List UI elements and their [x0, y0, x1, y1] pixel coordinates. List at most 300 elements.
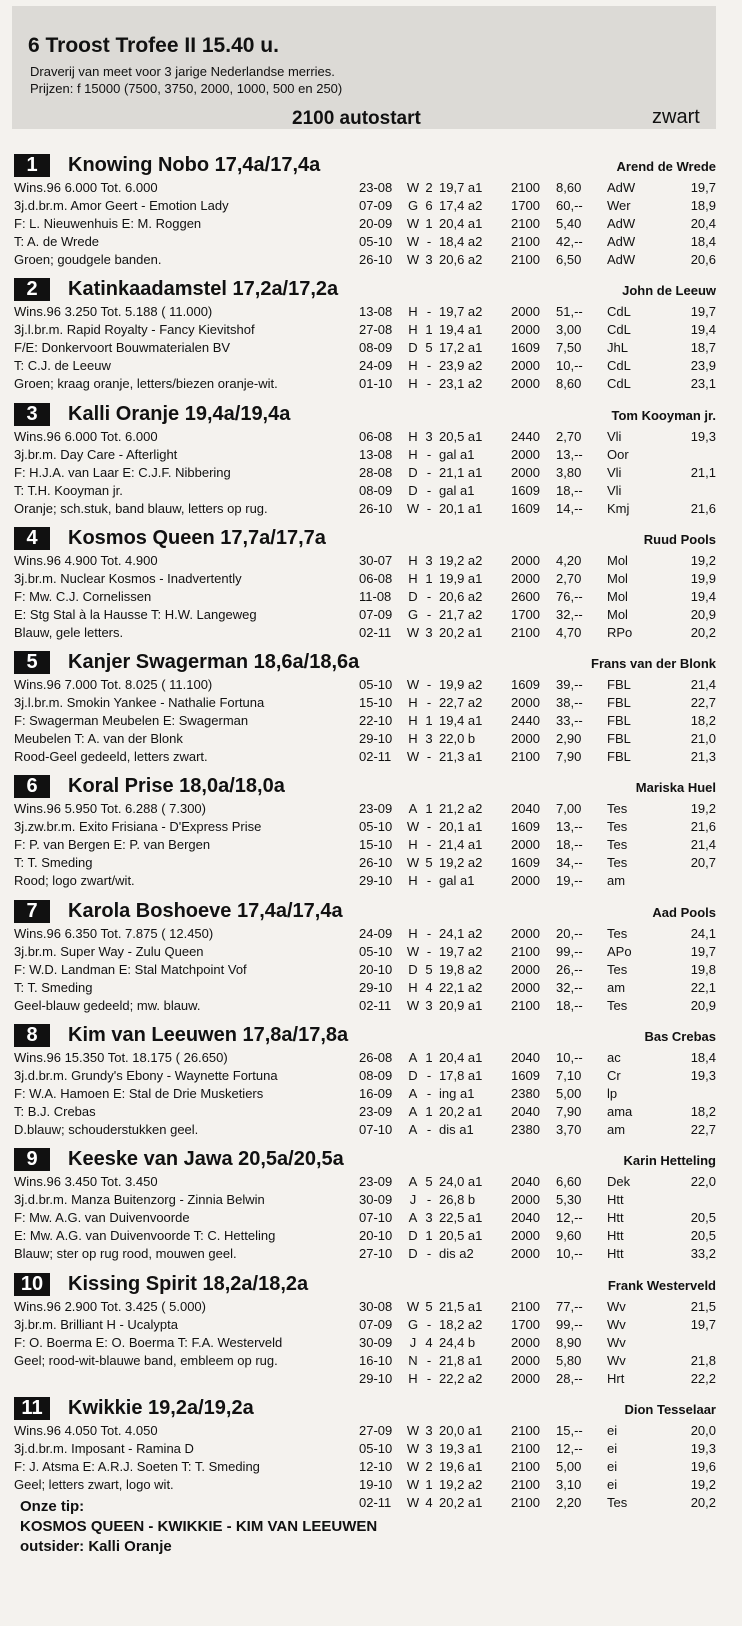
run-best-time: 20,5: [690, 1228, 716, 1244]
run-time: 19,3 a1: [439, 1440, 483, 1456]
horse-header: [14, 1395, 720, 1422]
horse-info: [14, 1298, 359, 1388]
run-position: 3: [425, 1422, 433, 1438]
run-time: 18,4 a2: [439, 234, 483, 249]
run-distance: 2100: [511, 1440, 540, 1456]
horse-info-line: F: W.D. Landman E: Stal Matchpoint Vof: [14, 961, 247, 977]
run-position: 3: [425, 624, 433, 640]
horse-results: [359, 800, 720, 890]
run-best-time: 19,3: [690, 1440, 716, 1456]
run-track: W: [406, 1422, 420, 1438]
run-date: 07-10: [359, 1210, 393, 1226]
horse-info: [14, 552, 359, 642]
run-odds: 15,--: [556, 1422, 583, 1438]
run-distance: 2000: [511, 731, 540, 747]
horse-driver: Tom Kooyman jr.: [611, 407, 716, 423]
run-track: A: [408, 1050, 418, 1066]
tip-label: Onze tip:: [20, 1498, 85, 1515]
run-track: J: [409, 1192, 417, 1208]
run-driver: Wv: [607, 1316, 626, 1332]
run-time: 19,8 a2: [439, 961, 483, 977]
run-driver: am: [607, 873, 626, 889]
run-driver: FBL: [607, 677, 631, 693]
race-title: 6 Troost Trofee II 15.40 u.: [28, 34, 279, 57]
tip-picks: KOSMOS QUEEN - KWIKKIE - KIM VAN LEEUWEN: [20, 1518, 378, 1535]
run-distance: 2000: [511, 837, 540, 853]
run-odds: 5,40: [556, 216, 582, 231]
run-date: 22-10: [359, 713, 393, 729]
run-driver: ei: [607, 1422, 618, 1438]
run-driver: Tes: [607, 1494, 628, 1510]
horse-results: [359, 552, 720, 642]
run-track: H: [408, 552, 418, 568]
run-odds: 2,70: [556, 428, 582, 444]
horse-info: [14, 925, 359, 1015]
result-row: [359, 748, 720, 766]
run-time: 22,5 a1: [439, 1210, 483, 1226]
run-time: 20,2 a1: [439, 1494, 483, 1510]
run-odds: 2,20: [556, 1494, 582, 1510]
run-best-time: 18,4: [690, 1050, 716, 1066]
run-odds: 9,60: [556, 1228, 582, 1244]
run-date: 16-09: [359, 1086, 393, 1102]
run-position: -: [426, 500, 432, 516]
horse-info-line: [14, 1370, 359, 1388]
run-track: H: [408, 304, 418, 320]
run-driver: AdW: [607, 216, 636, 231]
horse-info-line: T: C.J. de Leeuw: [14, 358, 111, 374]
run-driver: FBL: [607, 749, 631, 765]
run-driver: ei: [607, 1458, 618, 1474]
run-date: 11-08: [359, 588, 392, 604]
run-position: -: [426, 1246, 432, 1262]
run-date: 15-10: [359, 837, 393, 853]
result-row: [359, 836, 720, 854]
run-date: 30-07: [359, 552, 393, 568]
result-row: [359, 428, 720, 446]
run-time: 24,1 a2: [439, 925, 483, 941]
result-row: [359, 500, 720, 518]
run-odds: 8,60: [556, 376, 582, 392]
horse-info-line: Rood-Geel gedeeld, letters zwart.: [14, 749, 208, 765]
run-track: W: [406, 997, 420, 1013]
run-position: 5: [425, 961, 433, 977]
horse-info-line: 3j.br.m. Nuclear Kosmos - Inadvertently: [14, 570, 242, 586]
horse-driver: Bas Crebas: [644, 1029, 716, 1045]
horse-info-line: 3j.d.br.m. Grundy's Ebony - Waynette Fortuna: [14, 1068, 278, 1084]
run-odds: 3,70: [556, 1122, 582, 1138]
run-track: W: [406, 749, 420, 765]
run-odds: 8,60: [556, 180, 582, 195]
horse-name: Keeske van Jawa 20,5a/20,5a: [68, 1148, 344, 1171]
run-date: 13-08: [359, 304, 393, 320]
horse-info-line: Wins.96 6.350 Tot. 7.875 ( 12.450): [14, 925, 214, 941]
run-track: G: [407, 1316, 419, 1332]
run-distance: 2040: [511, 1210, 540, 1226]
run-driver: ei: [607, 1476, 618, 1492]
run-position: 4: [425, 1334, 433, 1350]
run-date: 24-09: [359, 358, 393, 374]
run-track: H: [408, 837, 418, 853]
run-date: 30-08: [359, 1298, 393, 1314]
run-odds: 13,--: [556, 819, 583, 835]
horse-info-line: T: T. Smeding: [14, 979, 93, 995]
horse-driver: Aad Pools: [652, 904, 716, 920]
horse-info-line: 3j.d.br.m. Amor Geert - Emotion Lady: [14, 198, 229, 213]
run-driver: Mol: [607, 570, 628, 586]
run-odds: 2,70: [556, 570, 582, 586]
run-distance: 2000: [511, 1352, 540, 1368]
run-position: -: [426, 819, 432, 835]
run-odds: 7,90: [556, 749, 582, 765]
result-row: [359, 588, 720, 606]
run-odds: 33,--: [556, 713, 583, 729]
run-best-time: 18,4: [690, 234, 716, 249]
run-track: H: [408, 428, 418, 444]
run-time: 26,8 b: [439, 1192, 476, 1208]
run-track: A: [408, 1086, 418, 1102]
run-time: 21,5 a1: [439, 1298, 483, 1314]
run-best-time: 20,2: [690, 1494, 716, 1510]
run-time: 19,2 a2: [439, 552, 483, 568]
run-distance: 2040: [511, 801, 540, 817]
run-best-time: 19,3: [690, 428, 716, 444]
run-distance: 1609: [511, 340, 540, 356]
run-position: -: [426, 588, 432, 604]
run-odds: 5,00: [556, 1086, 582, 1102]
run-date: 02-11: [359, 997, 392, 1013]
horse-info-line: F: H.J.A. van Laar E: C.J.F. Nibbering: [14, 464, 231, 480]
run-best-time: 21,6: [690, 819, 716, 835]
horse-info-line: 3j.l.br.m. Smokin Yankee - Nathalie Fortuna: [14, 695, 265, 711]
horse-header: [14, 1022, 720, 1049]
run-position: 3: [425, 731, 433, 747]
horse-results: [359, 1049, 720, 1139]
result-row: [359, 1316, 720, 1334]
horse-info-line: 3j.br.m. Day Care - Afterlight: [14, 446, 178, 462]
run-date: 23-09: [359, 801, 393, 817]
horse-entry: [14, 1146, 720, 1270]
run-odds: 14,--: [556, 500, 583, 516]
run-date: 05-10: [359, 1440, 393, 1456]
result-row: [359, 961, 720, 979]
run-position: -: [426, 695, 432, 711]
run-date: 23-08: [359, 180, 393, 195]
run-time: 24,4 b: [439, 1334, 476, 1350]
run-distance: 2000: [511, 1192, 540, 1208]
run-distance: 2000: [511, 446, 540, 462]
horse-info-line: Wins.96 3.250 Tot. 5.188 ( 11.000): [14, 304, 213, 320]
run-position: 5: [425, 855, 433, 871]
result-row: [359, 197, 720, 215]
run-track: H: [408, 358, 418, 374]
run-driver: Kmj: [607, 500, 630, 516]
run-odds: 5,30: [556, 1192, 582, 1208]
run-odds: 8,90: [556, 1334, 582, 1350]
horse-entry: [14, 898, 720, 1022]
run-driver: CdL: [607, 322, 631, 338]
result-row: [359, 1191, 720, 1209]
run-odds: 28,--: [556, 1370, 583, 1386]
horse-number-badge: 7: [14, 900, 50, 923]
run-distance: 2440: [511, 428, 540, 444]
run-best-time: 24,1: [690, 925, 716, 941]
run-position: 1: [425, 1228, 433, 1244]
horse-info-line: T: T. Smeding: [14, 855, 93, 871]
run-driver: Oor: [607, 446, 629, 462]
run-position: -: [426, 1122, 432, 1138]
result-row: [359, 1245, 720, 1263]
run-distance: 2100: [511, 1458, 540, 1474]
run-driver: Wv: [607, 1298, 626, 1314]
horse-driver: Ruud Pools: [643, 531, 716, 547]
run-time: 20,0 a1: [439, 1422, 483, 1438]
run-track: D: [408, 961, 418, 977]
run-distance: 2000: [511, 464, 540, 480]
run-date: 29-10: [359, 1370, 393, 1386]
run-date: 28-08: [359, 464, 393, 480]
run-best-time: 19,7: [690, 1316, 716, 1332]
run-best-time: 20,6: [690, 252, 716, 267]
run-driver: Tes: [607, 997, 628, 1013]
run-position: 1: [425, 801, 433, 817]
run-position: -: [426, 446, 432, 462]
run-track: H: [408, 873, 418, 889]
run-driver: Vli: [607, 428, 622, 444]
run-position: 3: [425, 428, 433, 444]
run-track: D: [408, 1246, 418, 1262]
horse-header: [14, 401, 720, 428]
run-time: 20,1 a1: [439, 819, 483, 835]
run-date: 30-09: [359, 1192, 393, 1208]
horse-info-line: Wins.96 3.450 Tot. 3.450: [14, 1174, 158, 1190]
run-time: dis a2: [439, 1246, 474, 1262]
run-distance: 2100: [511, 997, 540, 1013]
run-distance: 2000: [511, 925, 540, 941]
run-position: -: [426, 234, 432, 249]
run-distance: 2100: [511, 1298, 540, 1314]
horse-info-line: Geel; letters zwart, logo wit.: [14, 1476, 174, 1492]
horse-name: Katinkaadamstel 17,2a/17,2a: [68, 278, 339, 301]
race-conditions: Draverij van meet voor 3 jarige Nederlandse merries.: [30, 64, 335, 79]
race-color: zwart: [652, 106, 700, 128]
result-row: [359, 552, 720, 570]
run-date: 20-09: [359, 216, 393, 231]
run-driver: ei: [607, 1440, 618, 1456]
run-time: 18,2 a2: [439, 1316, 483, 1332]
run-track: H: [408, 322, 418, 338]
run-distance: 2100: [511, 1422, 540, 1438]
race-prizes: Prijzen: f 15000 (7500, 3750, 2000, 1000, 500 en 250): [30, 81, 343, 96]
run-distance: 2000: [511, 961, 540, 977]
run-odds: 5,00: [556, 1458, 582, 1474]
run-best-time: 19,2: [690, 552, 716, 568]
horse-info-line: Wins.96 5.950 Tot. 6.288 ( 7.300): [14, 801, 206, 817]
run-best-time: 19,4: [690, 322, 716, 338]
horse-info-line: Wins.96 4.050 Tot. 4.050: [14, 1422, 158, 1438]
run-date: 13-08: [359, 446, 393, 462]
run-odds: 34,--: [556, 855, 583, 871]
horse-info-line: Rood; logo zwart/wit.: [14, 873, 135, 889]
run-best-time: 21,8: [690, 1352, 716, 1368]
run-driver: AdW: [607, 252, 636, 267]
run-track: W: [406, 180, 420, 195]
horse-header: [14, 649, 720, 676]
run-position: -: [426, 482, 432, 498]
horse-results: [359, 676, 720, 766]
run-time: gal a1: [439, 482, 475, 498]
run-odds: 99,--: [556, 1316, 583, 1332]
run-odds: 7,90: [556, 1104, 582, 1120]
result-row: [359, 446, 720, 464]
run-distance: 2000: [511, 1370, 540, 1386]
run-time: 21,2 a2: [439, 801, 483, 817]
run-driver: Tes: [607, 837, 628, 853]
result-row: [359, 676, 720, 694]
run-distance: 2000: [511, 1246, 540, 1262]
horse-name: Karola Boshoeve 17,4a/17,4a: [68, 899, 343, 922]
run-position: 2: [425, 1458, 433, 1474]
result-row: [359, 606, 720, 624]
run-position: 5: [425, 1174, 433, 1190]
horse-info-line: T: T.H. Kooyman jr.: [14, 482, 123, 498]
result-row: [359, 800, 720, 818]
result-row: [359, 979, 720, 997]
run-date: 05-10: [359, 234, 393, 249]
run-date: 08-09: [359, 1068, 393, 1084]
run-odds: 4,70: [556, 624, 582, 640]
result-row: [359, 854, 720, 872]
run-time: 19,4 a1: [439, 713, 483, 729]
run-track: H: [408, 925, 418, 941]
run-distance: 1609: [511, 819, 540, 835]
run-time: 20,5 a1: [439, 1228, 483, 1244]
run-time: 22,0 b: [439, 731, 476, 747]
run-time: 20,2 a1: [439, 624, 483, 640]
run-time: 23,1 a2: [439, 376, 483, 392]
run-position: 4: [425, 979, 433, 995]
run-odds: 76,--: [556, 588, 583, 604]
run-track: W: [406, 819, 420, 835]
run-date: 05-10: [359, 819, 393, 835]
run-driver: Mol: [607, 588, 628, 604]
run-distance: 2100: [511, 1494, 540, 1510]
run-time: 20,2 a1: [439, 1104, 483, 1120]
result-row: [359, 943, 720, 961]
result-row: [359, 570, 720, 588]
run-track: W: [406, 624, 420, 640]
run-position: 1: [425, 570, 433, 586]
run-time: 23,9 a2: [439, 358, 483, 374]
horse-number-badge: 11: [14, 1397, 50, 1420]
run-position: -: [426, 1316, 432, 1332]
run-date: 27-09: [359, 1422, 393, 1438]
run-distance: 1609: [511, 855, 540, 871]
horse-entry: [14, 649, 720, 773]
run-driver: Cr: [607, 1068, 621, 1084]
horse-info-line: Groen; goudgele banden.: [14, 252, 162, 267]
run-track: W: [406, 1494, 420, 1510]
horse-number-badge: 6: [14, 775, 50, 798]
run-track: W: [406, 1298, 420, 1314]
run-time: 17,2 a1: [439, 340, 483, 356]
run-odds: 6,50: [556, 252, 582, 267]
run-track: A: [408, 1174, 418, 1190]
horse-entry: [14, 525, 720, 649]
run-odds: 4,20: [556, 552, 582, 568]
horse-info-line: F: Mw. A.G. van Duivenvoorde: [14, 1210, 190, 1226]
result-row: [359, 482, 720, 500]
run-distance: 2040: [511, 1104, 540, 1120]
result-row: [359, 303, 720, 321]
horse-info: [14, 800, 359, 890]
horse-info-line: 3j.d.br.m. Imposant - Ramina D: [14, 1440, 194, 1456]
run-date: 29-10: [359, 731, 393, 747]
run-distance: 1700: [511, 1316, 540, 1332]
result-row: [359, 1370, 720, 1388]
run-track: D: [408, 482, 418, 498]
run-odds: 2,90: [556, 731, 582, 747]
horse-info-line: E: Stg Stal à la Hausse T: H.W. Langeweg: [14, 606, 257, 622]
run-position: -: [426, 925, 432, 941]
run-distance: 2000: [511, 570, 540, 586]
result-row: [359, 712, 720, 730]
run-position: -: [426, 677, 432, 693]
run-track: N: [408, 1352, 418, 1368]
run-date: 29-10: [359, 873, 393, 889]
result-row: [359, 694, 720, 712]
horse-info: [14, 676, 359, 766]
run-driver: CdL: [607, 358, 631, 374]
run-date: 30-09: [359, 1334, 393, 1350]
run-best-time: 19,7: [690, 943, 716, 959]
run-track: A: [408, 801, 418, 817]
horse-results: [359, 428, 720, 518]
run-driver: APo: [607, 943, 632, 959]
run-distance: 2000: [511, 552, 540, 568]
run-driver: am: [607, 979, 626, 995]
run-time: 20,9 a1: [439, 997, 483, 1013]
run-time: 19,4 a1: [439, 322, 483, 338]
result-row: [359, 1121, 720, 1139]
run-position: 1: [425, 1104, 433, 1120]
horse-results: [359, 303, 720, 393]
run-driver: Htt: [607, 1192, 624, 1208]
run-position: -: [426, 943, 432, 959]
run-track: G: [407, 198, 419, 213]
run-track: A: [408, 1210, 418, 1226]
horse-header: [14, 1146, 720, 1173]
run-distance: 2000: [511, 304, 540, 320]
horse-driver: Dion Tesselaar: [624, 1401, 716, 1417]
run-best-time: 18,9: [690, 198, 716, 213]
run-odds: 5,80: [556, 1352, 582, 1368]
run-time: dis a1: [439, 1122, 474, 1138]
horse-info: [14, 303, 359, 393]
race-header: [12, 6, 716, 129]
run-driver: Htt: [607, 1246, 624, 1262]
race-distance: 2100 autostart: [292, 108, 421, 129]
horse-info-line: Oranje; sch.stuk, band blauw, letters op rug.: [14, 500, 268, 516]
run-track: H: [408, 1370, 418, 1386]
run-odds: 32,--: [556, 979, 583, 995]
run-best-time: 20,4: [690, 216, 716, 231]
result-row: [359, 339, 720, 357]
run-track: W: [406, 943, 420, 959]
horse-results: [359, 179, 720, 269]
run-date: 02-11: [359, 1494, 392, 1510]
run-date: 07-09: [359, 198, 393, 213]
